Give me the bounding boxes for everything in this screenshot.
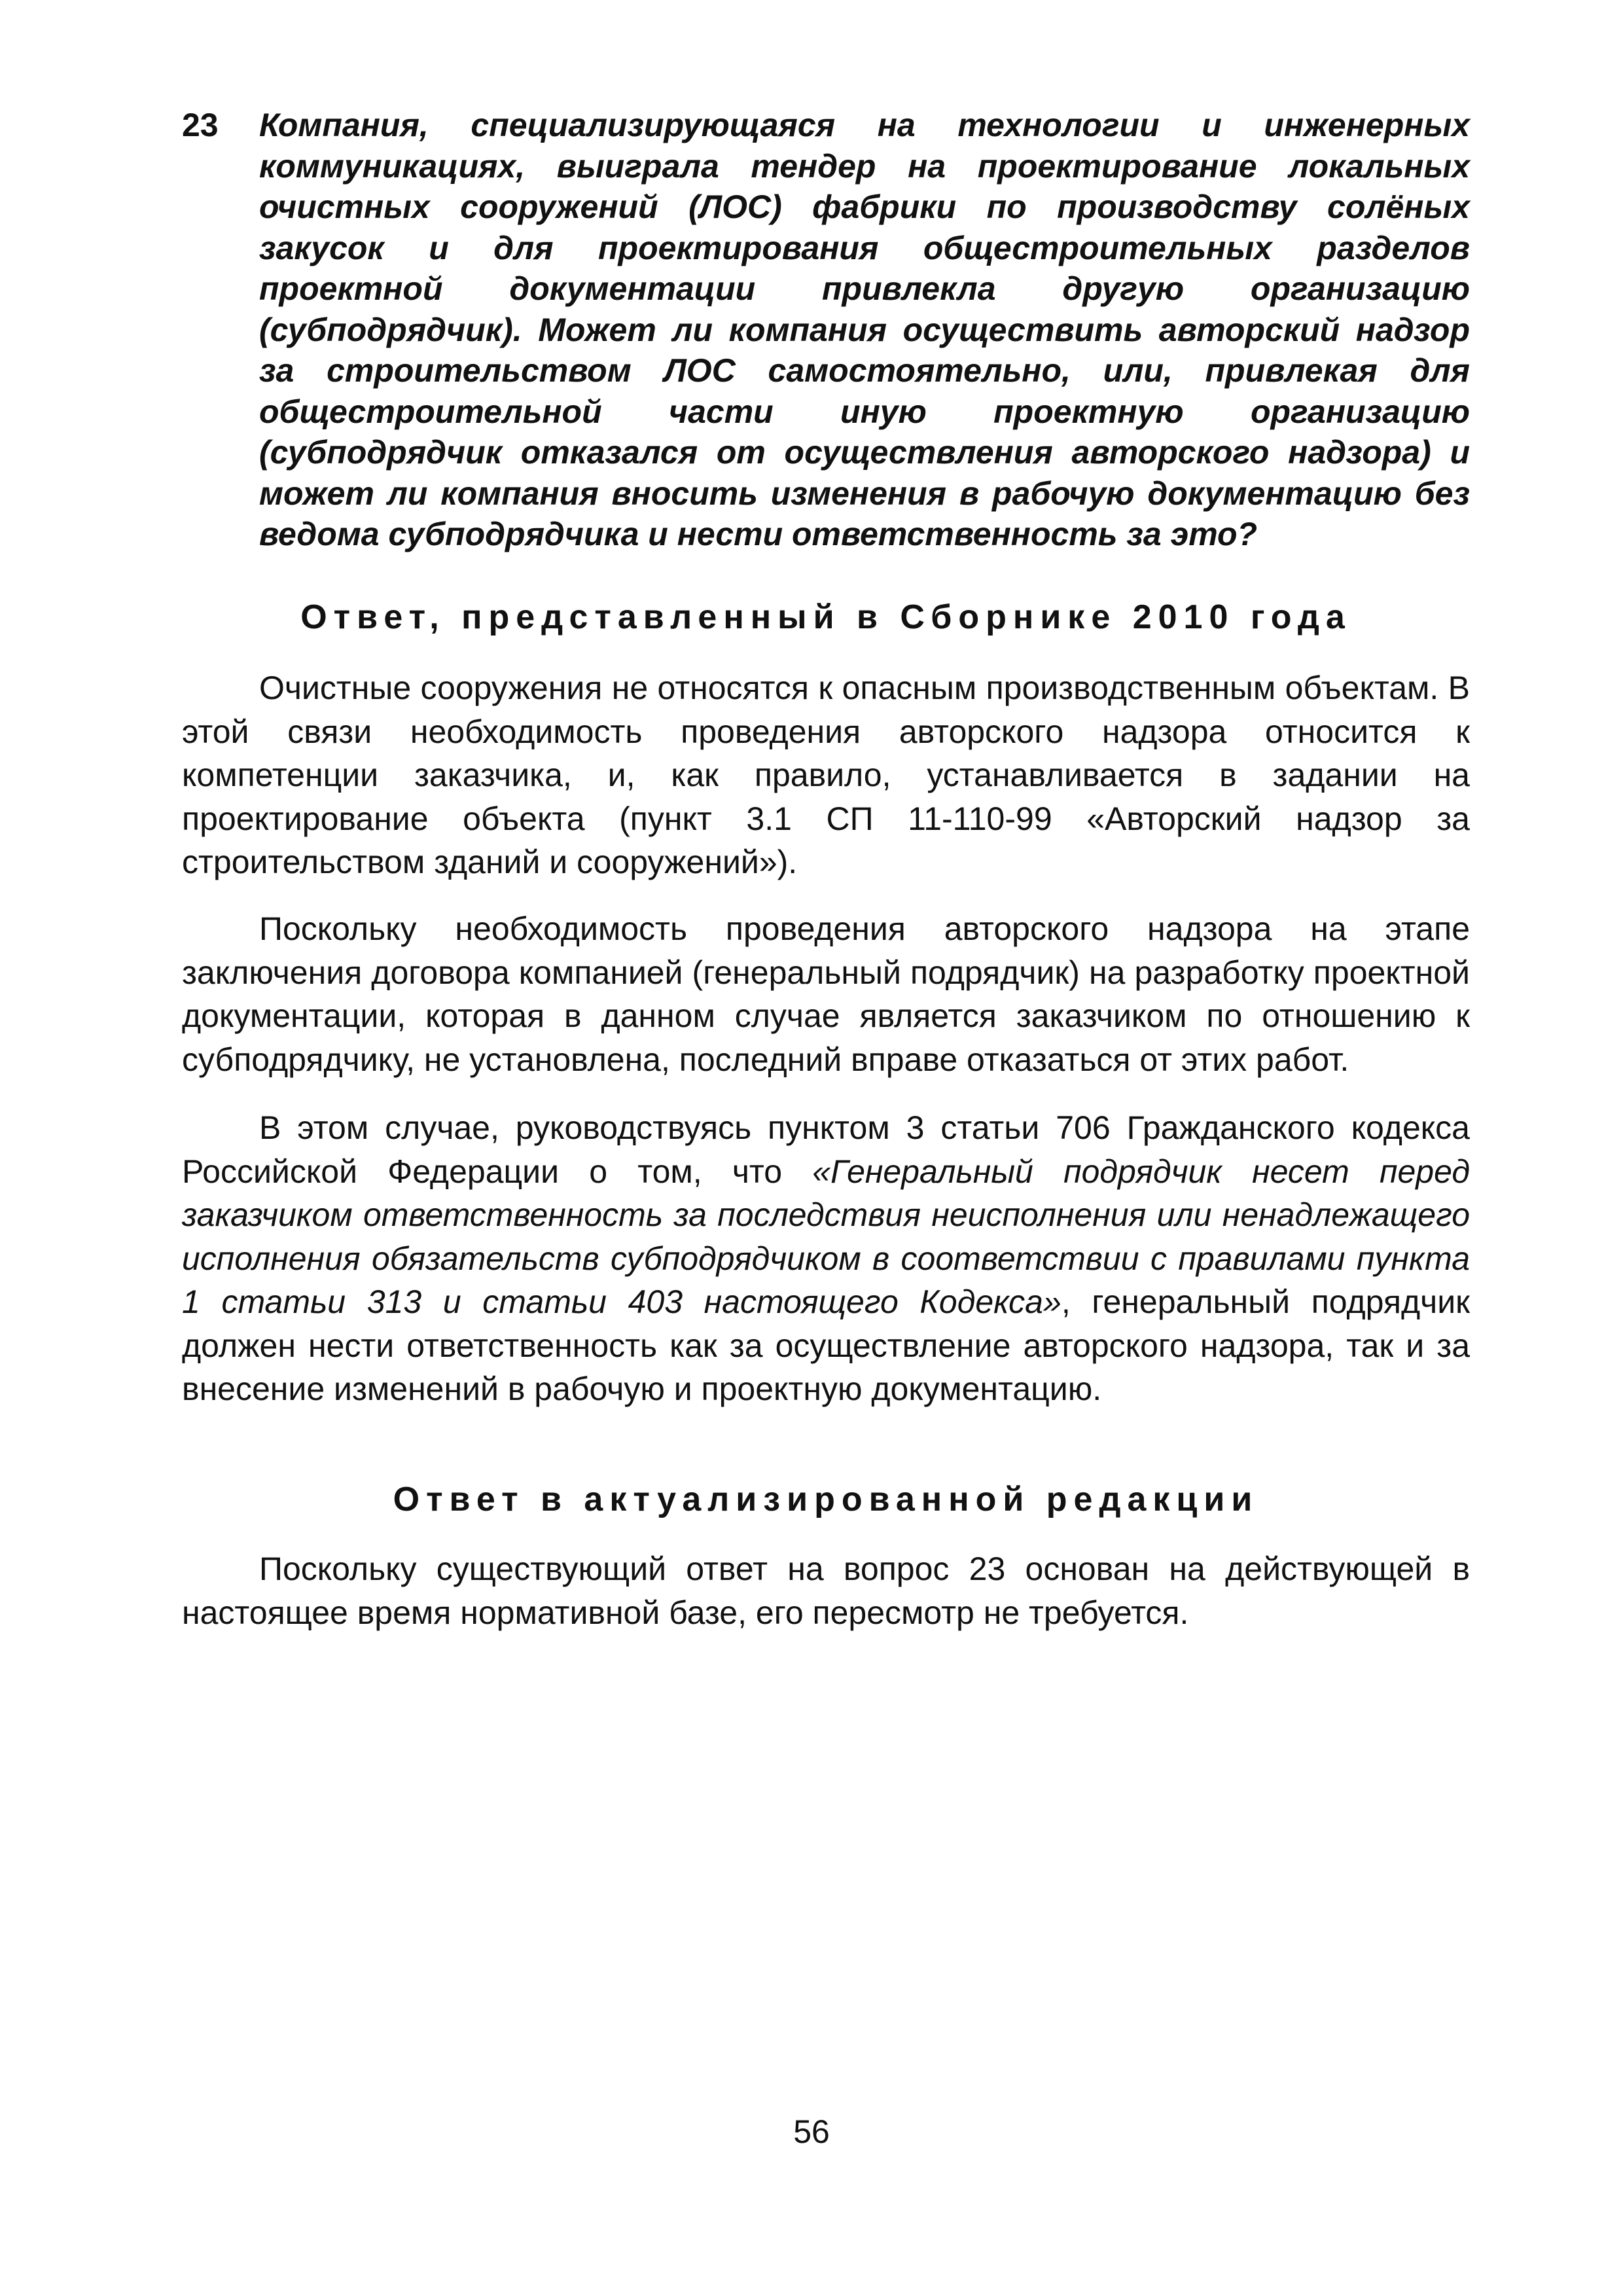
answer-2010-heading: Ответ, представленный в Сборнике 2010 года — [300, 598, 1351, 636]
question-text: Компания, специализирующаяся на технологии и инженерных коммуникациях, выиграла тендер на проектирование локальных очистных сооружений (ЛОС) фабрики по производству солёных закусок и для проектирования общестроительных разделов проектной документации привлекла другую организацию (субподрядчик). Может ли компания осуществить авторский надзор за строительством ЛОС самостоятельно, или, привлекая для общестроительной части иную проектную организацию (субподрядчик отказался от осуществления авторского надзора) и может ли компания вносить изменения в рабочую документацию без ведома субподрядчика и нести ответственность за это? — [259, 107, 1470, 552]
answer-updated-paragraph: Поскольку существующий ответ на вопрос 23 основан на действующей в настоящее время нормативной базе, его пересмотр не требуется. — [182, 1551, 1470, 1631]
answer-updated-heading: Ответ в актуализированной редакции — [393, 1480, 1259, 1518]
question-number: 23 — [182, 107, 219, 143]
paragraph-text: В этом случае, руководствуясь пунктом 3 статьи 706 Гражданского кодекса Российской Федерации о том, что — [182, 1109, 1470, 1190]
page-number: 56 — [793, 2113, 830, 2150]
answer-2010-paragraph — [182, 1106, 1470, 1411]
answer-2010-paragraph: Поскольку необходимость проведения авторского надзора на этапе заключения договора компанией (генеральный подрядчик) на разработку проектной документации, которая в данном случае является заказчиком по отношению к субподрядчику, не установлена, последний вправе отказаться от этих работ. — [182, 910, 1470, 1078]
answer-2010-paragraph: Очистные сооружения не относятся к опасным производственным объектам. В этой связи необходимость проведения авторского надзора относится к компетенции заказчика, и, как правило, устанавливается в задании на проектирование объекта (пункт 3.1 СП 11-110-99 «Авторский надзор за строительством зданий и сооружений»). — [182, 670, 1470, 880]
paragraph-text: , генеральный подрядчик должен нести ответственность как за осуществление авторского надзора, так и за внесение изменений в рабочую и проектную документацию. — [182, 1283, 1471, 1407]
civil-code-quote: «Генеральный подрядчик несет перед заказчиком ответственность за последствия неисполнения или ненадлежащего исполнения обязательств субподрядчиком в соответствии с правилами пункта 1 статьи 313 и статьи 403 настоящего Кодекса» — [182, 1153, 1470, 1320]
